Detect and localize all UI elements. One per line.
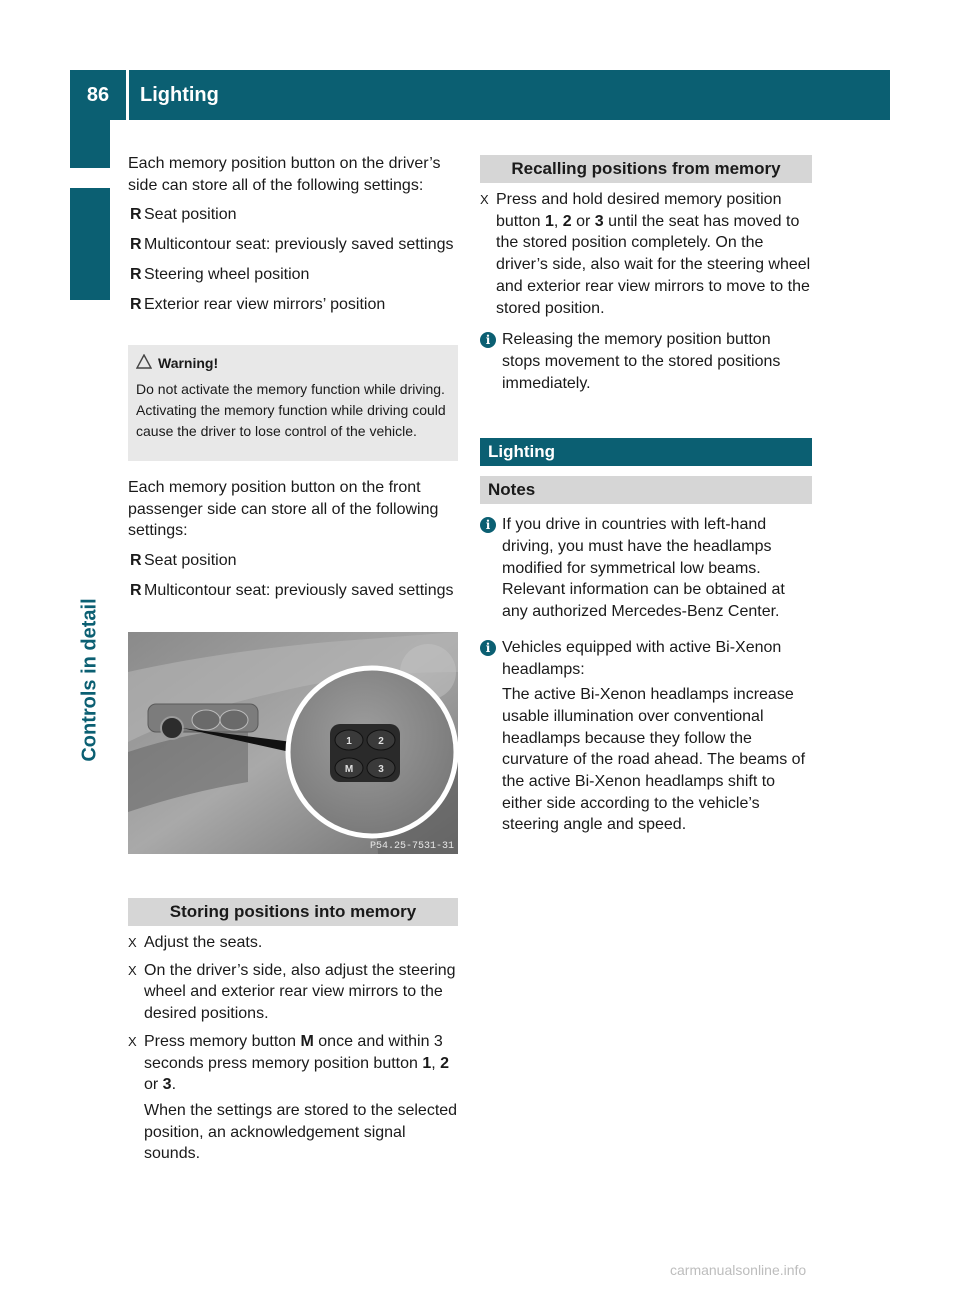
memory-buttons-photo	[128, 632, 458, 854]
warning-text: Do not activate the memory function while driving. Activating the memory function while driving could cause the driver to lose control of the vehicle.	[136, 381, 446, 439]
page-title: Lighting	[140, 84, 219, 106]
step-arrow-icon: X	[128, 962, 137, 978]
lighting-heading: Lighting	[480, 438, 812, 466]
side-section-label	[76, 560, 104, 800]
intro-paragraph: Each memory position button on the driver’s side can store all of the following settings:	[128, 155, 441, 194]
door-panel-illustration	[128, 632, 458, 854]
bullet-icon: R	[130, 295, 142, 313]
left-column-middle	[128, 477, 460, 610]
step-arrow-icon: X	[480, 192, 489, 207]
side-tab-top	[70, 120, 110, 168]
list-item: R Multicontour seat: previously saved settings	[128, 580, 460, 602]
info-icon: i	[480, 640, 496, 656]
warning-triangle-icon	[136, 354, 152, 369]
memory-button-1-label: 1	[346, 736, 352, 747]
bullet-icon: R	[130, 206, 142, 224]
list-item: R Exterior rear view mirrors’ position	[128, 294, 460, 316]
info-note: i Vehicles equipped with active Bi-Xenon headlamps: The active Bi-Xenon headlamps increase usable illumination over conventional headlamps because they follow the curvature of the road ahead. The beams of the active Bi-Xenon headlamps shift to either side according to the vehicle’s steering angle and speed.	[480, 637, 812, 836]
notes-heading: Notes	[480, 476, 812, 504]
list-item: R Multicontour seat: previously saved settings	[128, 234, 460, 256]
list-item: X On the driver’s side, also adjust the steering wheel and exterior rear view mirrors to the desired positions.	[128, 961, 456, 1023]
storing-heading: Storing positions into memory	[128, 898, 458, 926]
side-tab-block	[70, 188, 110, 300]
list-item: X Press and hold desired memory position button 1, 2 or 3 until the seat has moved to the stored position completely. On the driver’s side, also wait for the steering wheel and exterior rear view mirrors to move to the stored position.	[480, 191, 811, 317]
memory-button-2-label: 2	[378, 736, 384, 747]
right-column	[480, 155, 812, 846]
info-icon: i	[480, 332, 496, 348]
storing-section	[128, 898, 458, 1171]
photo-id: P54.25-7531-31	[369, 841, 454, 852]
memory-button-m-label: M	[344, 764, 354, 775]
warning-title: Warning!	[136, 353, 454, 374]
intro2-paragraph: Each memory position button on the front passenger side can store all of the following settings:	[128, 479, 439, 540]
storing-result: When the settings are stored to the selected position, an acknowledgement signal sounds.	[144, 1101, 458, 1163]
step-arrow-icon: X	[128, 935, 137, 950]
side-label-text: Controls in detail	[78, 598, 101, 762]
bullet-icon: R	[130, 552, 142, 570]
bullet-icon: R	[130, 236, 142, 254]
list-item: X Adjust the seats.	[128, 932, 458, 954]
warning-box	[128, 345, 458, 461]
memory-button-3-label: 3	[378, 764, 384, 775]
bullet-icon: R	[130, 265, 142, 283]
footer-watermark: carmanualsonline.info	[670, 1262, 807, 1278]
list-item: R Seat position	[128, 204, 460, 226]
step-arrow-icon: X	[128, 1033, 137, 1049]
header-separator	[126, 70, 129, 120]
info-note: i If you drive in countries with left-hand driving, you must have the headlamps modified for symmetrical low beams. Relevant information can be obtained at any authorized Mercedes-Benz Center.	[480, 514, 812, 623]
bullet-icon: R	[130, 581, 142, 599]
info-note: i Releasing the memory position button stops movement to the stored positions immediately.	[480, 329, 812, 394]
info-icon: i	[480, 517, 496, 533]
recalling-heading: Recalling positions from memory	[480, 155, 812, 183]
list-item: R Steering wheel position	[128, 264, 460, 286]
info-note-continued: The active Bi-Xenon headlamps increase usable illumination over conventional headlamps because they follow the curvature of the road ahead. The beams of the active Bi-Xenon headlamps shift to either side according to the vehicle’s steering angle and speed.	[502, 686, 806, 834]
left-column-top	[128, 153, 460, 323]
page-number: 86	[86, 84, 110, 106]
list-item: R Seat position	[128, 550, 460, 572]
list-item: X Press memory button M once and within 3 seconds press memory position button 1, 2 or 3. When the settings are stored to the selected position, an acknowledgement signal sounds.	[128, 1031, 458, 1165]
